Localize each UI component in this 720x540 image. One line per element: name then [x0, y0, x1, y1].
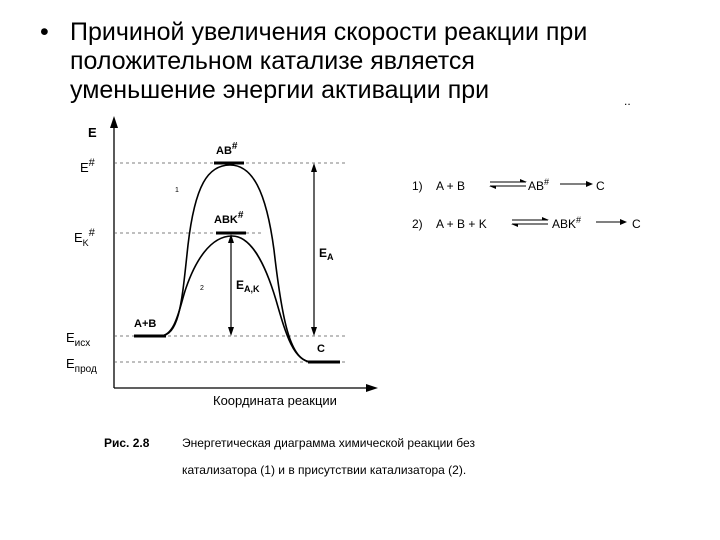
reaction-1: [412, 177, 605, 193]
trailing-dots: ..: [624, 94, 631, 108]
reaction-2-intermediate: ABK#: [552, 215, 582, 231]
reaction-1-product-arrow-icon: [586, 181, 593, 187]
eak-arrow-bottom-icon: [228, 327, 234, 336]
x-axis-label: Координата реакции: [213, 393, 337, 408]
catalyzed-curve: [160, 236, 312, 362]
reaction-2-reactants: A + B + K: [436, 217, 487, 231]
reaction-2: [412, 215, 641, 231]
x-axis-arrow-icon: [366, 384, 378, 392]
product-label: C: [317, 343, 325, 355]
bullet-point: •: [40, 18, 49, 46]
eak-label: $E_{A,K}$: [236, 278, 260, 294]
caption-line-2: катализатора (1) и в присутствии катализатора (2).: [182, 463, 467, 477]
reaction-1-product: C: [596, 179, 605, 193]
ea-arrow-bottom-icon: [311, 327, 317, 336]
abk-hash-peak-label: ABK#: [214, 210, 244, 226]
e-prod-label: $E_{прод}$: [66, 356, 97, 375]
reaction-1-number: 1): [412, 179, 423, 193]
y-axis-arrow-icon: [110, 116, 118, 128]
ea-label: $E_A$: [319, 246, 334, 262]
e-isx-label: $E_{исх}$: [66, 330, 91, 349]
uncatalyzed-curve: [160, 165, 312, 362]
curve-2-label: 2: [200, 285, 204, 292]
reaction-1-reactants: A + B: [436, 179, 466, 193]
curve-1-label: 1: [175, 187, 179, 194]
e-hash-label: E#: [80, 157, 95, 175]
reactants-label: A+B: [134, 318, 157, 330]
title-line-3: уменьшение энергии активации при: [70, 76, 490, 104]
reaction-2-product-arrow-icon: [620, 219, 627, 225]
y-axis-label: E: [88, 125, 97, 140]
reaction-2-number: 2): [412, 217, 423, 231]
caption-label: Рис. 2.8: [104, 436, 150, 450]
ea-arrow-top-icon: [311, 163, 317, 172]
ek-hash-label: $E_K^{\#}$: [74, 227, 95, 248]
title-line-1: Причиной увеличения скорости реакции при: [70, 18, 588, 46]
reaction-2-product: C: [632, 217, 641, 231]
ab-hash-peak-label: AB#: [216, 141, 238, 157]
caption-line-1: Энергетическая диаграмма химической реакции без: [182, 436, 475, 450]
reaction-1-intermediate: AB#: [528, 177, 550, 193]
title-line-2: положительном катализе является: [70, 47, 475, 75]
